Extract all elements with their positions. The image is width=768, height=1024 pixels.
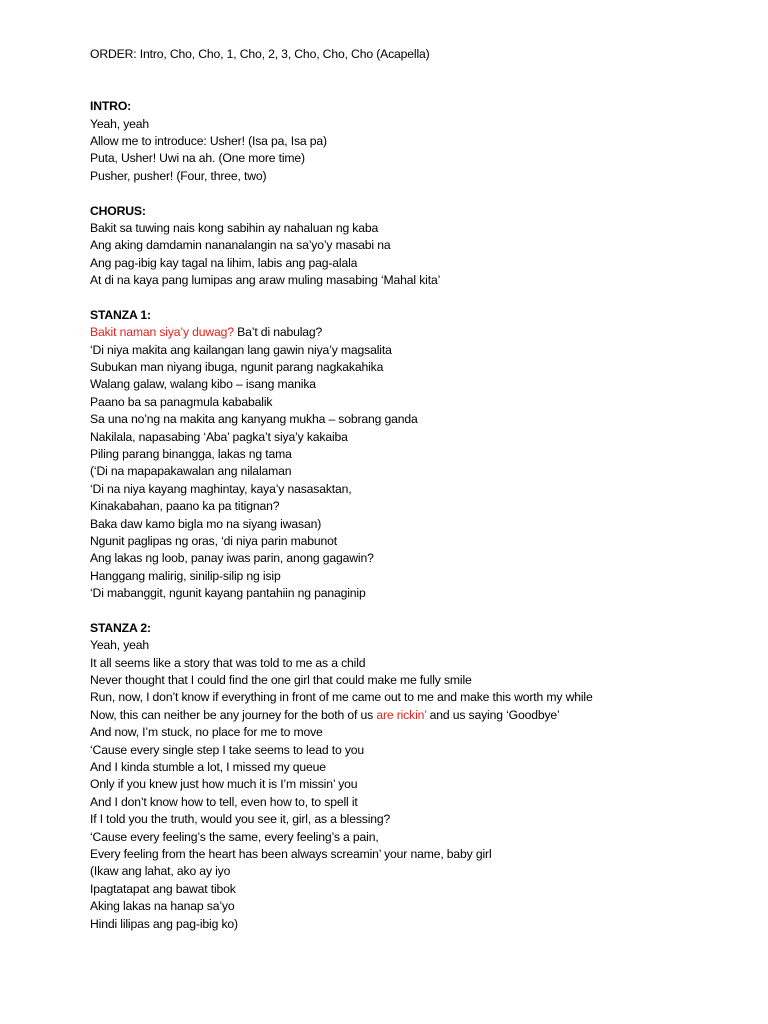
stanza2-line: Ipagtatapat ang bawat tibok [90,881,236,896]
chorus-section [90,203,750,290]
stanza1-line: Baka daw kamo bigla mo na siyang iwasan) [90,516,322,531]
stanza1-line: Sa una no’ng na makita ang kanyang mukha – sobrang ganda [90,412,418,427]
highlight-line-end: and us saying ‘Goodbye’ [426,707,560,722]
intro-section [90,98,750,185]
stanza2-line: Never thought that I could find the one girl that could make me fully smile [90,673,472,688]
stanza2-line: Every feeling from the heart has been always screamin’ your name, baby girl [90,846,492,861]
stanza1-line: Piling parang binangga, lakas ng tama [90,446,292,461]
stanza2-line: (Ikaw ang lahat, ako ay iyo [90,864,231,879]
stanza2-line: Yeah, yeah [90,638,150,653]
stanza2-highlight-line [90,707,750,724]
stanza1-line: Subukan man niyang ibuga, ngunit parang nagkakahika [90,360,384,375]
intro-heading: INTRO: [90,99,132,114]
stanza2-heading: STANZA 2: [90,620,151,635]
stanza2-line: Hindi lilipas ang pag-ibig ko) [90,916,238,931]
stanza1-first-line [90,324,750,341]
stanza1-line: Paano ba sa panagmula kababalik [90,394,273,409]
stanza1-section [90,307,750,603]
stanza1-line: Walang galaw, walang kibo – isang manika [90,377,316,392]
stanza2-line: ‘Cause every single step I take seems to lead to you [90,742,365,757]
stanza1-line: Kinakabahan, paano ka pa titignan? [90,499,280,514]
stanza2-line: ‘Cause every feeling’s the same, every feeling’s a pain, [90,829,379,844]
stanza1-line: Ang lakas ng loob, panay iwas parin, anong gagawin? [90,551,374,566]
stanza2-line: Run, now, I don’t know if everything in front of me came out to me and make this worth my while [90,690,593,705]
lyrics-document [90,46,750,933]
intro-line: Yeah, yeah [90,116,150,131]
intro-line: Puta, Usher! Uwi na ah. (One more time) [90,151,305,166]
stanza2-section [90,620,750,933]
order-line: ORDER: Intro, Cho, Cho, 1, Cho, 2, 3, Cho, Cho, Cho (Acapella) [90,47,430,61]
stanza1-line: ‘Di niya makita ang kailangan lang gawin niya’y magsalita [90,342,392,357]
chorus-line: Bakit sa tuwing nais kong sabihin ay nahaluan ng kaba [90,220,379,235]
stanza2-line: And I don’t know how to tell, even how to, to spell it [90,794,358,809]
stanza2-line: And I kinda stumble a lot, I missed my queue [90,760,326,775]
stanza2-line: Aking lakas na hanap sa’yo [90,899,235,914]
stanza1-line: (‘Di na mapapakawalan ang nilalaman [90,464,292,479]
chorus-line: Ang aking damdamin nananalangin na sa’yo’y masabi na [90,238,391,253]
highlighted-text: are rickin’ [376,707,427,722]
highlighted-text: Bakit naman siya’y duwag? [90,325,234,340]
stanza1-first-line-rest: Ba’t di nabulag? [233,325,323,340]
chorus-line: Ang pag-ibig kay tagal na lihim, labis ang pag-alala [90,255,358,270]
highlight-line-start: Now, this can neither be any journey for the both of us [90,707,377,722]
stanza1-heading: STANZA 1: [90,307,151,322]
stanza2-line: It all seems like a story that was told to me as a child [90,655,366,670]
stanza2-line: If I told you the truth, would you see it, girl, as a blessing? [90,812,391,827]
stanza1-line: Nakilala, napasabing ‘Aba’ pagka’t siya’y kakaiba [90,429,348,444]
intro-line: Pusher, pusher! (Four, three, two) [90,168,267,183]
stanza1-line: Ngunit paglipas ng oras, ‘di niya parin mabunot [90,533,338,548]
stanza1-line: Hanggang malirig, sinilip-silip ng isip [90,568,281,583]
chorus-line: At di na kaya pang lumipas ang araw muling masabing ‘Mahal kita’ [90,273,441,288]
chorus-heading: CHORUS: [90,203,146,218]
intro-line: Allow me to introduce: Usher! (Isa pa, Isa pa) [90,133,327,148]
stanza1-line: ‘Di na niya kayang maghintay, kaya’y nasasaktan, [90,481,352,496]
stanza2-line: Only if you knew just how much it is I’m missin’ you [90,777,358,792]
stanza1-line: ‘Di mabanggit, ngunit kayang pantahiin ng panaginip [90,586,366,601]
stanza2-line: And now, I’m stuck, no place for me to move [90,725,323,740]
